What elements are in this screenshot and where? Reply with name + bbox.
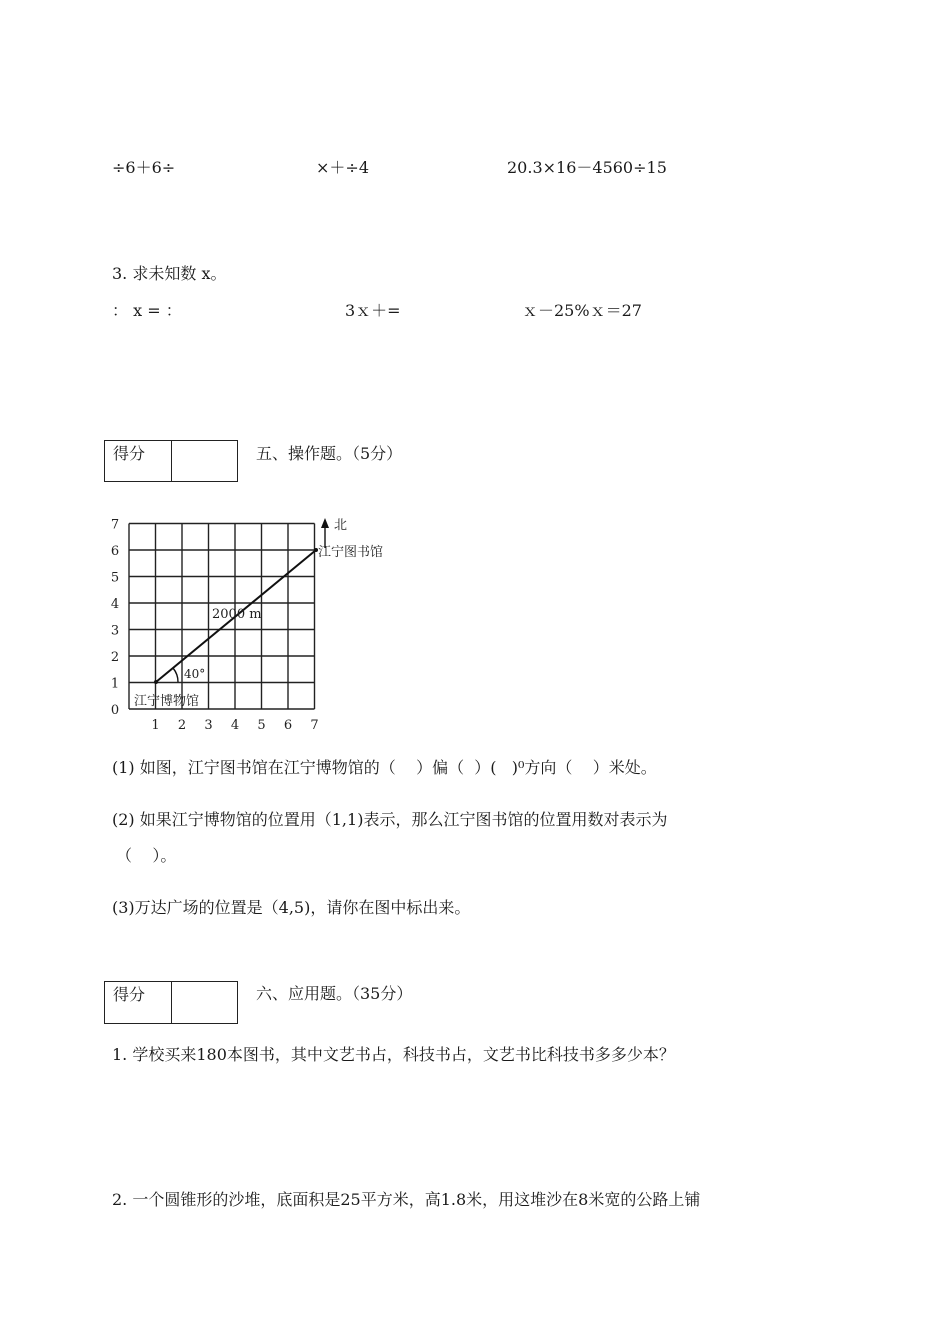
map-svg (104, 512, 404, 737)
y-tick-label: 0 (110, 703, 120, 718)
question-5-2-line1: (2) 如果江宁博物馆的位置用（1,1)表示，那么江宁图书馆的位置用数对表示为 (112, 810, 668, 829)
score-box-6 (104, 981, 238, 1024)
calc-expr-3: 20.3×16－4560÷15 (507, 158, 667, 177)
library-point (314, 548, 318, 552)
y-tick-label: 1 (110, 676, 120, 692)
y-tick-label: 3 (110, 623, 120, 639)
x-tick-label: 3 (204, 718, 213, 733)
distance-label: 2000 m (212, 607, 262, 622)
angle-label: 40° (184, 667, 206, 681)
equation-2: 3ｘ＋= (345, 301, 401, 320)
question-5-1: (1) 如图，江宁图书馆在江宁博物馆的（ ）偏（ ）( )⁰方向（ ）米处。 (112, 758, 657, 777)
section3-heading: 3. 求未知数 x。 (112, 264, 227, 283)
score-label: 得分 (113, 444, 146, 463)
section6-title: 六、应用题。（35分） (256, 984, 413, 1003)
angle-arc (173, 668, 178, 682)
x-tick-label: 1 (151, 718, 160, 733)
y-tick-label: 5 (110, 570, 120, 586)
map-y-ticks (111, 518, 119, 719)
score-label: 得分 (113, 985, 146, 1004)
score-divider (171, 982, 172, 1023)
y-tick-label: 4 (110, 597, 120, 612)
museum-label: 江宁博物馆 (134, 694, 200, 709)
equation-3: ｘ－25%ｘ＝27 (522, 301, 642, 320)
north-label: 北 (334, 518, 348, 533)
y-tick-label: 7 (110, 517, 120, 533)
museum-point (154, 680, 158, 684)
x-tick-label: 4 (230, 718, 240, 733)
score-box-5 (104, 440, 238, 482)
problem-2: 2. 一个圆锥形的沙堆，底面积是25平方米，高1.8米，用这堆沙在8米宽的公路上铺 (112, 1190, 701, 1209)
map-x-ticks (151, 718, 318, 733)
x-tick-label: 7 (310, 718, 319, 733)
score-divider (171, 441, 172, 481)
y-tick-label: 6 (110, 544, 120, 559)
north-arrow-icon (321, 518, 329, 528)
section5-title: 五、操作题。（5分） (256, 444, 403, 463)
calc-expr-1: ÷6＋6÷ (112, 158, 176, 177)
x-tick-label: 2 (177, 718, 187, 733)
position-map (104, 512, 404, 737)
y-tick-label: 2 (110, 650, 120, 665)
question-5-3: (3)万达广场的位置是（4,5)，请你在图中标出来。 (112, 898, 471, 917)
problem-1: 1. 学校买来180本图书，其中文艺书占，科技书占，文艺书比科技书多多少本？ (112, 1045, 675, 1064)
equation-1: ： x = ： (112, 301, 182, 320)
calc-expr-2: ×＋÷4 (316, 158, 369, 177)
question-5-2-line2: （ ）。 (116, 846, 177, 865)
x-tick-label: 6 (283, 718, 293, 733)
library-label: 江宁图书馆 (318, 545, 384, 560)
x-tick-label: 5 (257, 718, 266, 733)
